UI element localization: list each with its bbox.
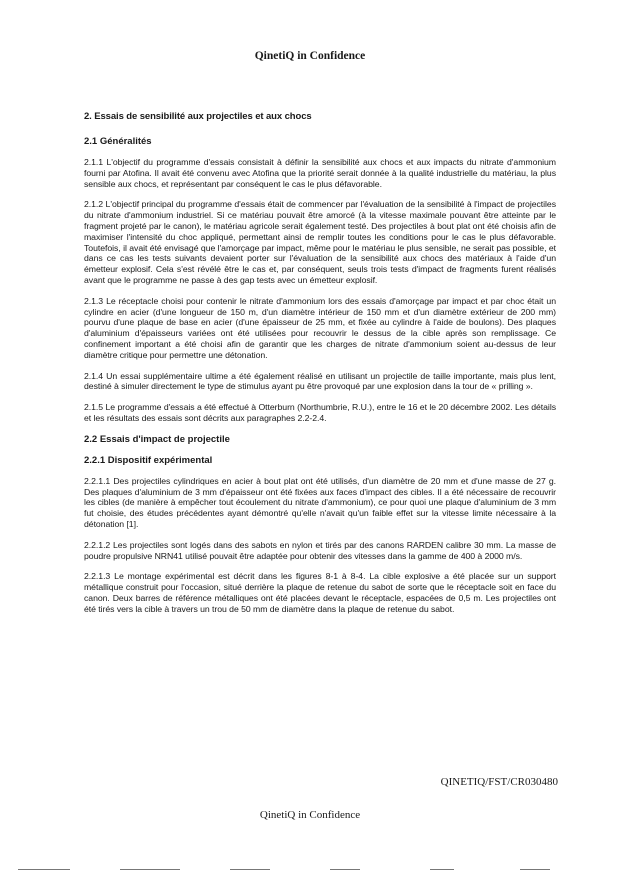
subsection-title-impact: 2.2 Essais d'impact de projectile xyxy=(84,433,230,445)
paragraph-2-1-1: 2.1.1 L'objectif du programme d'essais consistait à définir la sensibilité aux chocs et aux impacts du nitrate d'ammonium fourni par Atofina. Il avait été convenu avec Atofina que la priorité serait donnée à la qualité industrielle du matériau, la plus sensible aux chocs, et représentant par conséquent le cas le plus défavorable. xyxy=(84,157,556,189)
scan-artifact xyxy=(18,869,70,870)
footer-confidentiality: QinetiQ in Confidence xyxy=(259,809,361,821)
document-reference: QINETIQ/FST/CR030480 xyxy=(440,776,558,788)
paragraph-2-2-1-3: 2.2.1.3 Le montage expérimental est décrit dans les figures 8-1 à 8-4. La cible explosive a été placée sur un support métallique construit pour l'occasion, situé derrière la plaque de retenue du sabot de sorte que le réceptacle soit en face du canon. Deux barres de référence métalliques ont été placées devant le réceptacle, espacées de 0,5 m. Les projectiles ont été tirés vers la cible à travers un trou de 50 mm de diamètre dans la plaque de retenue du sabot. xyxy=(84,571,556,614)
paragraph-2-2-1-2: 2.2.1.2 Les projectiles sont logés dans des sabots en nylon et tirés par des canons RARDEN calibre 30 mm. La masse de poudre propulsive NRN41 utilisé pouvait être adaptée pour obtenir des vitesses dans la gamme de 400 à 2000 m/s. xyxy=(84,539,556,561)
scan-artifact xyxy=(430,869,454,870)
scan-artifact xyxy=(520,869,550,870)
scan-artifact xyxy=(330,869,360,870)
section-title: 2. Essais de sensibilité aux projectiles et aux chocs xyxy=(84,111,312,122)
main-content xyxy=(84,111,556,625)
scan-artifact xyxy=(230,869,270,870)
scan-artifact xyxy=(120,869,180,870)
paragraph-2-1-5: 2.1.5 Le programme d'essais a été effectué à Otterburn (Northumbrie, R.U.), entre le 16 et le 20 décembre 2002. Les détails et les résultats des essais sont décrits aux paragraphes 2.2-2.4. xyxy=(84,402,556,423)
paragraph-2-2-1-1: 2.2.1.1 Des projectiles cylindriques en acier à bout plat ont été utilisés, d'un diamètre de 20 mm et d'une masse de 27 g. Des plaques d'aluminium de 3 mm d'épaisseur ont été fixées aux faces d'impact des cibles. Il a été nécessaire de recouvrir les cibles (de manière à empêcher tout écoulement du nitrate d'ammonium), ce pour quoi une plaque d'aluminium de 3 mm fut choisie, des études précédentes ayant démontré qu'elle n'avait qu'un faible effet sur la vitesse limite nécessaire à la détonation [1]. xyxy=(84,475,556,529)
header-confidentiality: QinetiQ in Confidence xyxy=(254,50,366,62)
paragraph-2-1-2: 2.1.2 L'objectif principal du programme d'essais était de commencer par l'évaluation de la sensibilité à l'impact de projectiles du nitrate d'ammonium industriel. Si ce matériau pouvait être amorcé (à la vitesse maximale pouvant être atteinte par le fragment projeté par le canon), le matériau agricole serait également testé. Des projectiles à bout plat ont été choisis afin de maximiser l'intensité du choc appliqué, permettant ainsi de remplir toutes les conditions pour le cas le plus défavorable. Toutefois, il avait été envisagé que l'amorçage par impact, même pour le matériau le plus sensible, ne serait pas possible, et dans ce cas les tests suivants devaient porter sur l'évaluation de la sensibilité aux chocs des matériaux à l'aide d'un émetteur explosif. Cela s'est révélé être le cas et, par conséquent, seuls trois tests d'impact de fragments furent réalisés avant que le programme ne passe à des gap tests avec un émetteur explosif. xyxy=(84,199,556,285)
paragraph-2-1-4: 2.1.4 Un essai supplémentaire ultime a été également réalisé en utilisant un projectile de taille importante, mais plus lent, destiné à simuler directement le type de stimulus ayant pu être provoqué par une explosion dans la tour de « prilling ». xyxy=(84,370,556,392)
paragraph-2-1-3: 2.1.3 Le réceptacle choisi pour contenir le nitrate d'ammonium lors des essais d'amorçage par impact et par choc était un cylindre en acier (d'une longueur de 150 m, d'un diamètre intérieur de 150 mm et d'un diamètre extérieur de 200 mm) pourvu d'une plaque de base en acier (d'une épaisseur de 25 mm, et fixée au cylindre à l'aide de boulons). Des plaques d'aluminium d'épaisseurs variées ont été utilisées pour recouvrir le dessus de la cible après son remplissage. Ce confinement important a été choisi afin de garantir que les charges de nitrate d'ammonium soient au-dessus de leur diamètre critique pour permettre une détonation. xyxy=(84,295,556,360)
subsubsection-title-dispositif: 2.2.1 Dispositif expérimental xyxy=(84,454,213,466)
subsection-title-generalites: 2.1 Généralités xyxy=(84,136,152,147)
